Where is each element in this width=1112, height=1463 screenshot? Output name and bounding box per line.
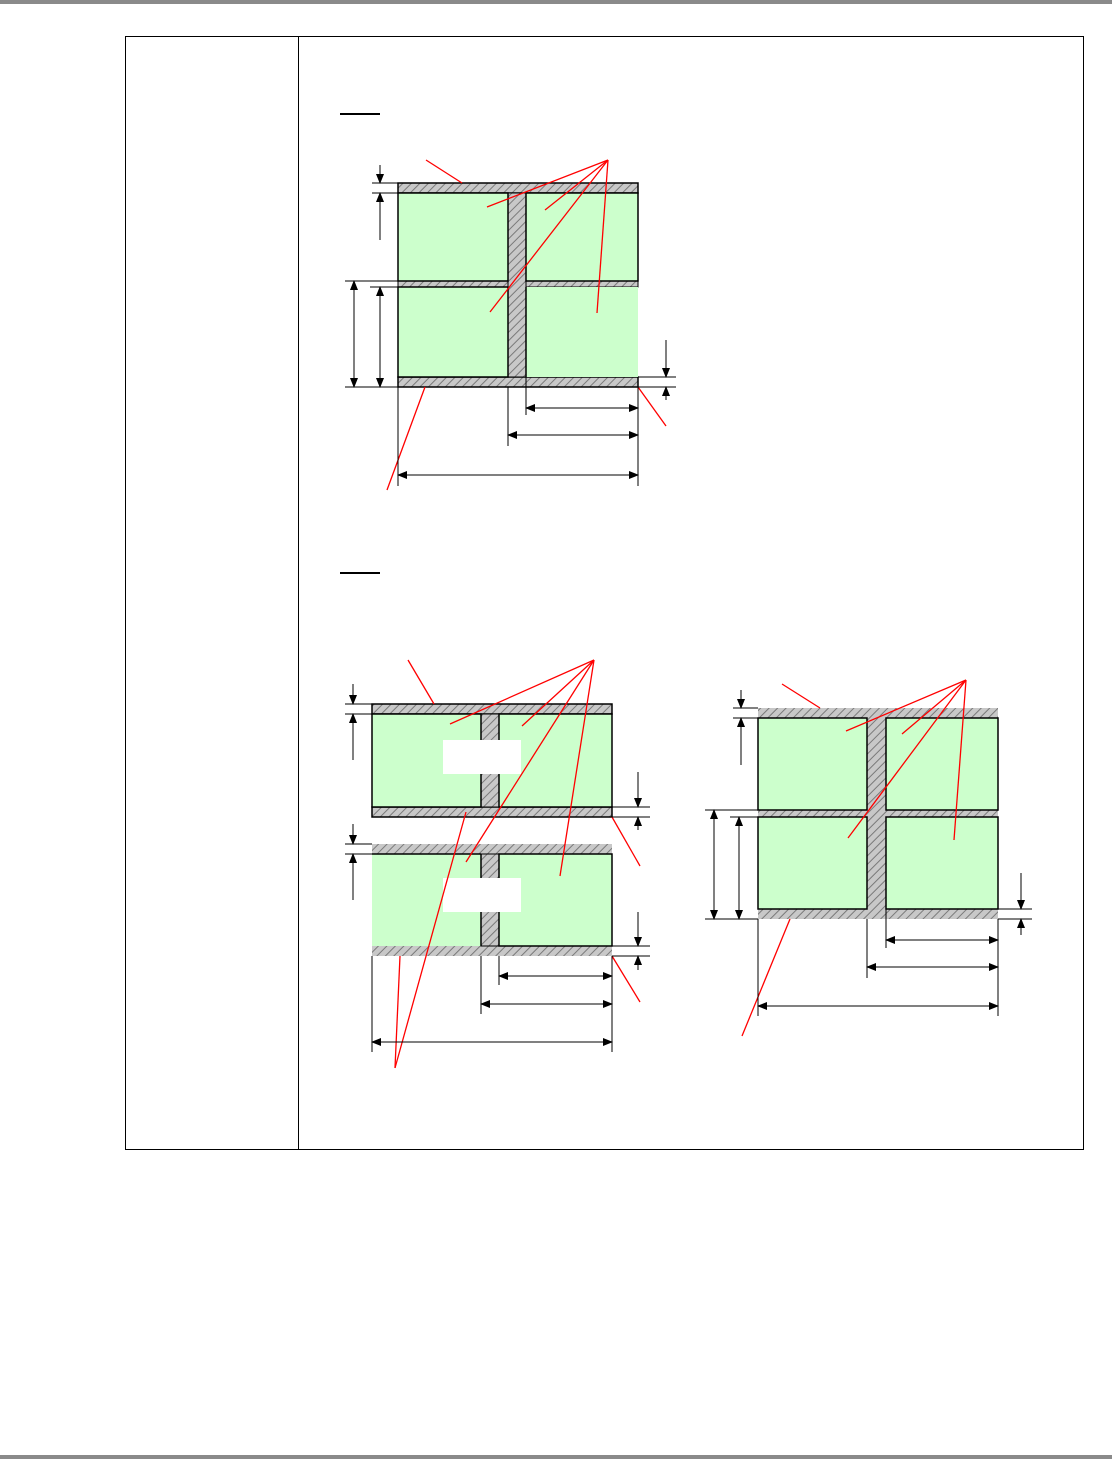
fig1-top-plate <box>398 183 638 193</box>
fig3-bottom-plate <box>758 909 998 919</box>
fig1-core-bl <box>398 287 508 377</box>
fig2b-label-box <box>443 878 521 912</box>
fig3-web <box>867 718 886 909</box>
figure-1 <box>345 160 676 490</box>
fig1-bottom-plate <box>398 377 638 387</box>
fig3-core-br <box>886 817 998 909</box>
fig2b-bottom-plate <box>372 946 612 956</box>
fig3-top-plate <box>758 708 998 718</box>
fig1-core-br <box>526 287 638 377</box>
figure-2 <box>345 660 650 1068</box>
figure-3 <box>705 680 1032 1036</box>
fig3-core-tl <box>758 718 867 810</box>
fig1-core-tr <box>526 193 638 281</box>
fig2a-label-box <box>443 740 521 774</box>
fig2b-top-plate <box>372 844 612 854</box>
fig3-core-bl <box>758 817 867 909</box>
fig1-core-tl <box>398 193 508 281</box>
fig2a-bottom-plate <box>372 807 612 817</box>
page-footer-rule <box>0 1455 1112 1459</box>
